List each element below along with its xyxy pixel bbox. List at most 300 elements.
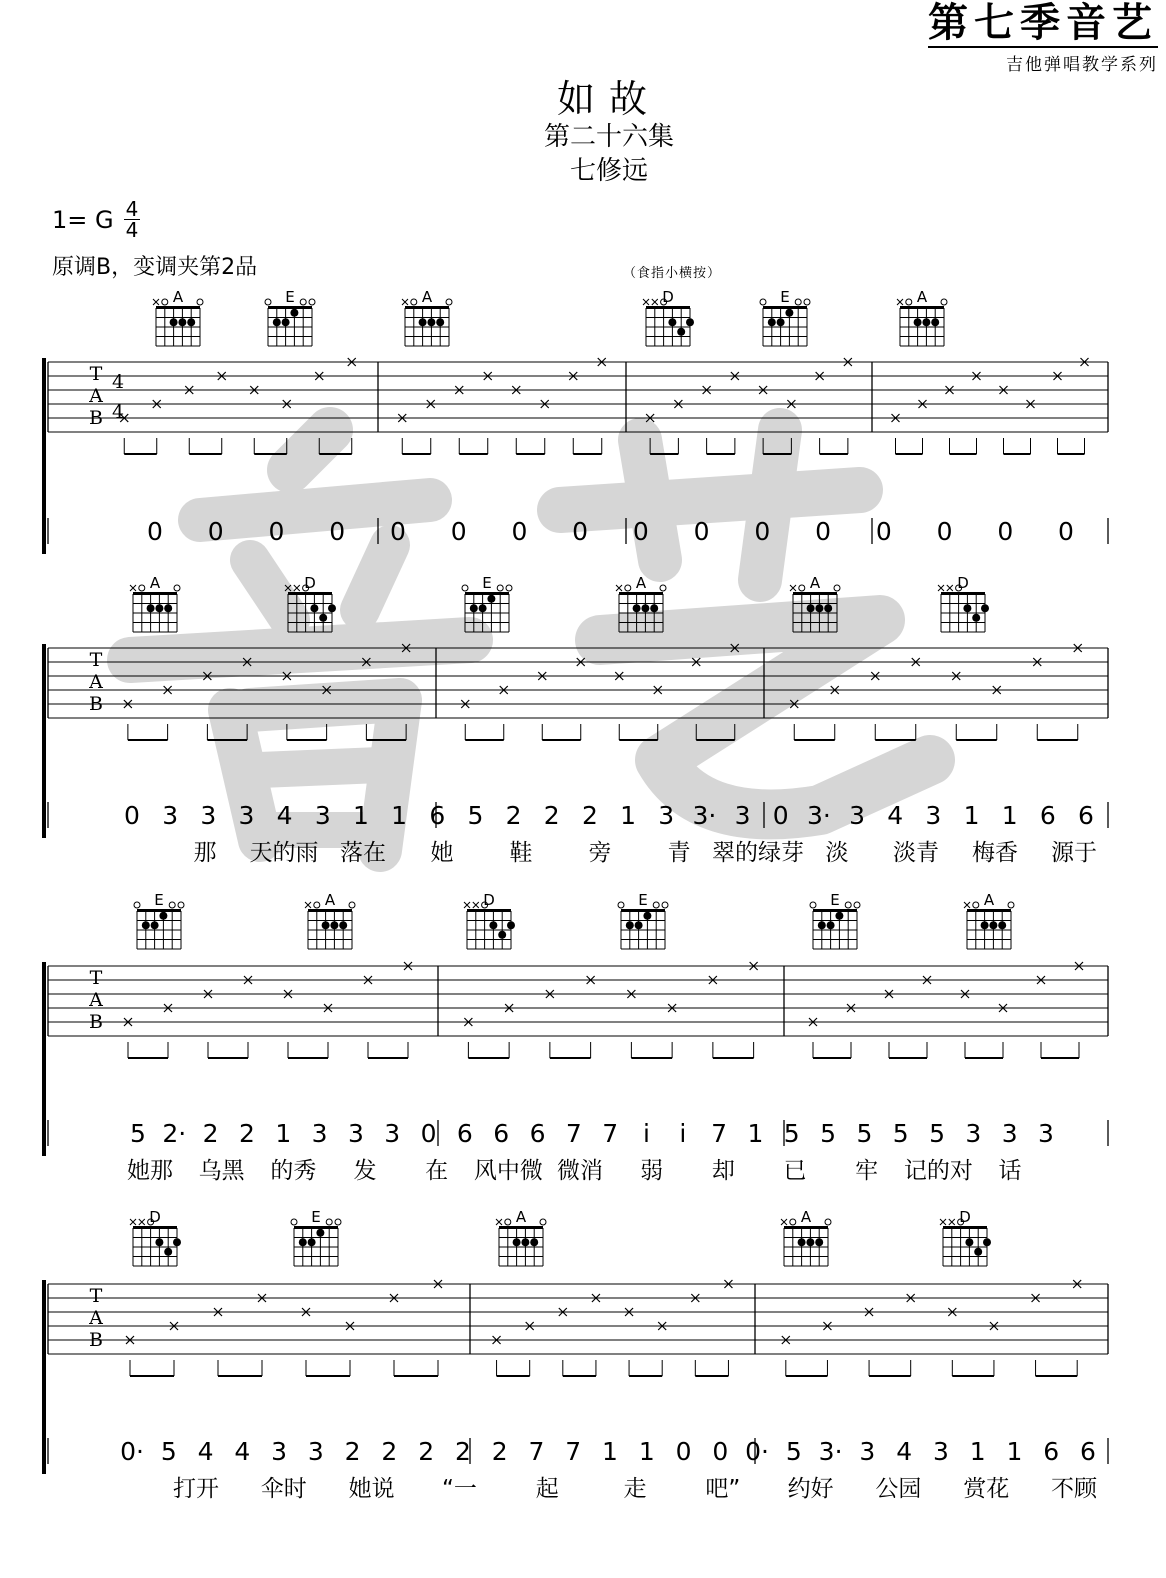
- artist-name: 七修远: [569, 156, 648, 186]
- chord-finger-dot: [785, 309, 793, 317]
- jianpu-note: 5: [783, 1119, 800, 1148]
- jianpu-note: 0: [511, 517, 528, 546]
- lyric-word: 记的对: [903, 1158, 973, 1184]
- jianpu-note: 4: [896, 1437, 913, 1466]
- jianpu-note: 5: [467, 801, 484, 830]
- chord-muted-mark: [652, 299, 658, 305]
- lyric-word: 公园: [875, 1476, 922, 1502]
- lyric-word: 落在: [340, 840, 386, 866]
- jianpu-note: 7: [711, 1119, 728, 1148]
- lyric-word: 梅香: [972, 840, 1018, 866]
- lyric-word: 却: [711, 1158, 735, 1184]
- jianpu-note: 5: [820, 1119, 837, 1148]
- jianpu-note: 0: [572, 517, 589, 546]
- jianpu-note: 2: [491, 1437, 508, 1466]
- lyric-word: 翠的绿芽: [712, 840, 804, 866]
- jianpu-note: 3: [200, 801, 217, 830]
- chord-finger-dot: [328, 604, 336, 612]
- chord-finger-dot: [330, 921, 338, 929]
- jianpu-note: 7: [565, 1119, 582, 1148]
- jianpu-note: 5: [785, 1437, 802, 1466]
- lyric-word: 打开: [173, 1476, 219, 1502]
- lyric-word: 旁: [588, 840, 612, 866]
- chord-finger-dot: [677, 328, 685, 336]
- tab-letter-b: B: [89, 693, 103, 715]
- lyric-word: 的秀: [270, 1158, 317, 1184]
- jianpu-note: 3: [271, 1437, 288, 1466]
- chord-name-a: A: [983, 891, 995, 909]
- meter-bottom: 4: [125, 218, 139, 242]
- chord-finger-dot: [965, 1238, 973, 1246]
- jianpu-note: 4: [234, 1437, 251, 1466]
- chord-finger-dot: [142, 921, 150, 929]
- chord-finger-dot: [339, 921, 347, 929]
- chord-finger-dot: [807, 604, 815, 612]
- tab-letter-a: A: [89, 385, 103, 407]
- chord-finger-dot: [470, 604, 478, 612]
- chord-finger-dot: [164, 604, 172, 612]
- chord-finger-dot: [170, 318, 178, 326]
- chord-muted-mark: [130, 585, 136, 591]
- chord-open-mark: [309, 299, 315, 305]
- lyric-word: 淡青: [893, 840, 939, 866]
- jianpu-note: 0: [875, 517, 892, 546]
- jianpu-note: 5: [130, 1119, 146, 1148]
- jianpu-note: 3·: [806, 801, 831, 830]
- lyric-word: 她说: [348, 1476, 395, 1502]
- lyric-word: 话: [998, 1158, 1022, 1184]
- jianpu-note: 6: [493, 1119, 510, 1148]
- chord-open-mark: [941, 299, 947, 305]
- chord-open-mark: [845, 902, 851, 908]
- chord-finger-dot: [818, 921, 826, 929]
- chord-muted-mark: [139, 1219, 145, 1225]
- chord-muted-mark: [153, 299, 159, 305]
- jianpu-note: 3: [849, 801, 865, 830]
- jianpu-note: 7: [528, 1437, 545, 1466]
- chord-finger-dot: [974, 1248, 982, 1256]
- chord-open-mark: [804, 299, 810, 305]
- tab-letter-a: A: [89, 1307, 103, 1329]
- lyric-word: 淡: [825, 840, 849, 866]
- chord-finger-dot: [147, 604, 155, 612]
- chord-finger-dot: [989, 921, 997, 929]
- chord-finger-dot: [419, 318, 427, 326]
- chord-finger-dot: [187, 318, 195, 326]
- lyric-word: 赏花: [963, 1476, 1010, 1502]
- lyric-word: 源于: [1051, 840, 1097, 866]
- jianpu-note: 1: [391, 801, 408, 830]
- chord-muted-mark: [130, 1219, 136, 1225]
- jianpu-note: 0: [772, 801, 789, 830]
- chord-muted-mark: [473, 902, 479, 908]
- chord-name-a: A: [421, 288, 433, 306]
- chord-finger-dot: [981, 921, 989, 929]
- jianpu-note: 2: [543, 801, 560, 830]
- lyric-word: 已: [783, 1158, 807, 1184]
- chord-finger-dot: [815, 1238, 823, 1246]
- chord-open-mark: [349, 902, 355, 908]
- chord-open-mark: [662, 902, 668, 908]
- jianpu-note: 4: [276, 801, 293, 830]
- chord-finger-dot: [972, 614, 980, 622]
- lyric-word: 发: [353, 1158, 377, 1184]
- lyric-word: 她那: [127, 1158, 173, 1184]
- jianpu-note: 2·: [162, 1119, 187, 1148]
- chord-finger-dot: [981, 604, 989, 612]
- chord-muted-mark: [402, 299, 408, 305]
- chord-name-d: D: [483, 891, 495, 909]
- chord-finger-dot: [322, 921, 330, 929]
- jianpu-note: 3: [859, 1437, 876, 1466]
- jianpu-note: 1: [969, 1437, 986, 1466]
- chord-finger-dot: [436, 318, 444, 326]
- chord-muted-mark: [285, 585, 291, 591]
- chord-muted-mark: [464, 902, 470, 908]
- chord-name-d: D: [959, 1208, 971, 1226]
- jianpu-note: 1: [747, 1119, 764, 1148]
- jianpu-note: 1: [602, 1437, 618, 1466]
- jianpu-note: 3: [307, 1437, 324, 1466]
- meter-top: 4: [125, 197, 139, 221]
- jianpu-note: i: [643, 1119, 650, 1148]
- lyric-word: 风中微: [473, 1158, 543, 1184]
- tab-letter-b: B: [89, 1011, 103, 1033]
- jianpu-note: 1: [1006, 1437, 1023, 1466]
- chord-finger-dot: [290, 309, 298, 317]
- chord-finger-dot: [479, 604, 487, 612]
- jianpu-note: 1: [1001, 801, 1018, 830]
- chord-open-mark: [795, 299, 801, 305]
- chord-finger-dot: [686, 318, 694, 326]
- jianpu-note: 5: [160, 1437, 177, 1466]
- chord-finger-dot: [815, 604, 823, 612]
- chord-finger-dot: [835, 912, 843, 920]
- tab-letter-b: B: [89, 1329, 103, 1351]
- chord-finger-dot: [626, 921, 634, 929]
- chord-finger-dot: [155, 604, 163, 612]
- jianpu-note: 0: [754, 517, 771, 546]
- lyric-word: 鞋: [509, 840, 533, 866]
- jianpu-note: 0: [675, 1437, 692, 1466]
- chord-muted-mark: [897, 299, 903, 305]
- chord-finger-dot: [310, 604, 318, 612]
- tab-letter-a: A: [89, 989, 103, 1011]
- chord-name-d: D: [149, 1208, 161, 1226]
- jianpu-note: 3: [347, 1119, 364, 1148]
- jianpu-note: 0: [997, 517, 1014, 546]
- chord-open-mark: [660, 585, 666, 591]
- jianpu-note: 3: [314, 801, 331, 830]
- lyric-word: 她: [430, 840, 454, 866]
- chord-open-mark: [291, 1219, 297, 1225]
- jianpu-note: 1: [963, 801, 980, 830]
- lyric-word: 约好: [787, 1476, 834, 1502]
- chord-finger-dot: [668, 318, 676, 326]
- chord-open-mark: [540, 1219, 546, 1225]
- chord-muted-mark: [947, 585, 953, 591]
- jianpu-note: 3: [311, 1119, 328, 1148]
- jianpu-note: 0: [268, 517, 285, 546]
- jianpu-note: 6: [529, 1119, 546, 1148]
- jianpu-note: 0: [712, 1437, 729, 1466]
- chord-finger-dot: [914, 318, 922, 326]
- tab-letter-b: B: [89, 407, 103, 429]
- jianpu-note: 3·: [818, 1437, 843, 1466]
- jianpu-note: 7: [602, 1119, 619, 1148]
- jianpu-note: 3: [238, 801, 255, 830]
- chord-finger-dot: [513, 1238, 521, 1246]
- chord-finger-dot: [159, 912, 167, 920]
- episode-label: 第二十六集: [543, 122, 674, 152]
- lyric-word: 伞时: [260, 1476, 307, 1502]
- jianpu-note: 0: [450, 517, 467, 546]
- tab-meter-bottom: 4: [111, 401, 125, 423]
- chord-open-mark: [1008, 902, 1014, 908]
- chord-muted-mark: [616, 585, 622, 591]
- jianpu-note: 0: [815, 517, 832, 546]
- jianpu-note: 6: [1039, 801, 1056, 830]
- jianpu-note: 4: [197, 1437, 214, 1466]
- chord-name-d: D: [957, 574, 969, 592]
- chord-name-e: E: [830, 891, 840, 909]
- jianpu-note: 2: [344, 1437, 361, 1466]
- chord-finger-dot: [998, 921, 1006, 929]
- chord-finger-dot: [633, 604, 641, 612]
- lyric-word: 弱: [640, 1158, 664, 1184]
- chord-finger-dot: [308, 1238, 316, 1246]
- jianpu-note: 1: [638, 1437, 655, 1466]
- chord-open-mark: [300, 299, 306, 305]
- chord-open-mark: [825, 1219, 831, 1225]
- tab-letter-t: T: [89, 967, 103, 989]
- chord-muted-mark: [496, 1219, 502, 1225]
- lyric-word: 不顾: [1051, 1476, 1097, 1502]
- chord-muted-mark: [790, 585, 796, 591]
- lyric-word: 青: [667, 840, 691, 866]
- jianpu-note: 0: [420, 1119, 437, 1148]
- chord-finger-dot: [922, 318, 930, 326]
- chord-open-mark: [174, 585, 180, 591]
- chord-finger-dot: [487, 595, 495, 603]
- chord-name-a: A: [149, 574, 161, 592]
- chord-open-mark: [505, 1219, 511, 1225]
- jianpu-note: 3: [925, 801, 942, 830]
- jianpu-note: 3·: [692, 801, 717, 830]
- jianpu-note: 3: [734, 801, 751, 830]
- tab-letter-t: T: [89, 363, 103, 385]
- chord-open-mark: [799, 585, 805, 591]
- jianpu-note: 6: [456, 1119, 473, 1148]
- chord-name-e: E: [285, 288, 295, 306]
- chord-open-mark: [497, 585, 503, 591]
- jianpu-note: 1: [275, 1119, 292, 1148]
- chord-open-mark: [139, 585, 145, 591]
- lyric-word: 走: [623, 1476, 647, 1502]
- chord-open-mark: [411, 299, 417, 305]
- chord-open-mark: [506, 585, 512, 591]
- chord-finger-dot: [489, 921, 497, 929]
- chord-finger-dot: [521, 1238, 529, 1246]
- chord-finger-dot: [299, 1238, 307, 1246]
- lyric-word: 在: [425, 1158, 449, 1184]
- jianpu-note: 3: [658, 801, 675, 830]
- chord-open-mark: [446, 299, 452, 305]
- chord-open-mark: [760, 299, 766, 305]
- chord-open-mark: [134, 902, 140, 908]
- chord-finger-dot: [178, 318, 186, 326]
- chord-open-mark: [834, 585, 840, 591]
- jianpu-note: 7: [565, 1437, 582, 1466]
- song-title: 如故: [556, 77, 661, 121]
- chord-open-mark: [169, 902, 175, 908]
- tab-letter-t: T: [89, 1285, 103, 1307]
- chord-open-mark: [162, 299, 168, 305]
- jianpu-note: 6: [1080, 1437, 1096, 1466]
- tab-letter-t: T: [89, 649, 103, 671]
- jianpu-note: 0: [693, 517, 710, 546]
- chord-muted-mark: [294, 585, 300, 591]
- jianpu-note: 0: [1058, 517, 1074, 546]
- jianpu-note: 3: [1038, 1119, 1054, 1148]
- chord-finger-dot: [316, 1229, 324, 1237]
- jianpu-note: 0: [124, 801, 140, 830]
- chord-open-mark: [462, 585, 468, 591]
- chord-open-mark: [197, 299, 203, 305]
- chord-finger-dot: [282, 318, 290, 326]
- lyric-word: 微消: [557, 1158, 603, 1184]
- jianpu-note: 5: [929, 1119, 945, 1148]
- chord-finger-dot: [798, 1238, 806, 1246]
- chord-open-mark: [335, 1219, 341, 1225]
- jianpu-note: 3: [162, 801, 179, 830]
- chord-open-mark: [625, 585, 631, 591]
- jianpu-note: 2: [418, 1437, 435, 1466]
- jianpu-note: 0: [207, 517, 224, 546]
- jianpu-note: 3: [384, 1119, 401, 1148]
- jianpu-note: 3: [965, 1119, 982, 1148]
- jianpu-note: 6: [1043, 1437, 1060, 1466]
- chord-open-mark: [265, 299, 271, 305]
- chord-open-mark: [854, 902, 860, 908]
- technique-annotation: （食指小横按）: [623, 266, 722, 281]
- jianpu-note: 6: [429, 801, 446, 830]
- chord-finger-dot: [151, 921, 159, 929]
- chord-finger-dot: [650, 604, 658, 612]
- chord-name-e: E: [638, 891, 648, 909]
- chord-name-e: E: [482, 574, 492, 592]
- lyric-word: 牢: [855, 1158, 879, 1184]
- jianpu-note: 0: [329, 517, 346, 546]
- jianpu-note: 0·: [120, 1437, 144, 1466]
- chord-muted-mark: [949, 1219, 955, 1225]
- lyric-word: 起: [535, 1476, 559, 1502]
- jianpu-note: 0: [147, 517, 163, 546]
- chord-name-a: A: [809, 574, 821, 592]
- chord-open-mark: [326, 1219, 332, 1225]
- jianpu-note: 2: [581, 801, 598, 830]
- chord-finger-dot: [643, 912, 651, 920]
- jianpu-note: 2: [454, 1437, 471, 1466]
- key-signature: 1= G: [52, 206, 114, 234]
- chord-finger-dot: [983, 1238, 991, 1246]
- chord-muted-mark: [964, 902, 970, 908]
- chord-finger-dot: [173, 1238, 181, 1246]
- chord-name-a: A: [800, 1208, 812, 1226]
- chord-name-a: A: [172, 288, 184, 306]
- chord-finger-dot: [498, 931, 506, 939]
- chord-open-mark: [810, 902, 816, 908]
- chord-finger-dot: [806, 1238, 814, 1246]
- chord-finger-dot: [273, 318, 281, 326]
- chord-finger-dot: [827, 921, 835, 929]
- jianpu-note: 5: [892, 1119, 909, 1148]
- lyric-word: 那: [193, 840, 217, 866]
- jianpu-note: 6: [1078, 801, 1094, 830]
- chord-open-mark: [618, 902, 624, 908]
- jianpu-note: 2: [505, 801, 522, 830]
- tab-letter-a: A: [89, 671, 103, 693]
- jianpu-note: 2: [381, 1437, 398, 1466]
- chord-finger-dot: [768, 318, 776, 326]
- chord-open-mark: [653, 902, 659, 908]
- chord-name-d: D: [662, 288, 674, 306]
- chord-muted-mark: [781, 1219, 787, 1225]
- chord-finger-dot: [635, 921, 643, 929]
- chord-name-a: A: [515, 1208, 527, 1226]
- lyric-word: 天的雨: [249, 840, 319, 866]
- chord-finger-dot: [530, 1238, 538, 1246]
- chord-name-a: A: [635, 574, 647, 592]
- chord-muted-mark: [643, 299, 649, 305]
- chord-open-mark: [973, 902, 979, 908]
- brand-subtitle: 吉他弹唱教学系列: [928, 46, 1158, 75]
- jianpu-note: 3: [1001, 1119, 1018, 1148]
- chord-finger-dot: [319, 614, 327, 622]
- jianpu-note: i: [679, 1119, 687, 1148]
- chord-name-d: D: [304, 574, 316, 592]
- chord-finger-dot: [931, 318, 939, 326]
- chord-name-a: A: [324, 891, 336, 909]
- chord-name-e: E: [311, 1208, 321, 1226]
- chord-open-mark: [178, 902, 184, 908]
- jianpu-note: 3: [932, 1437, 949, 1466]
- jianpu-note: 2: [239, 1119, 255, 1148]
- chord-open-mark: [314, 902, 320, 908]
- jianpu-note: 4: [887, 801, 904, 830]
- chord-muted-mark: [938, 585, 944, 591]
- chord-name-e: E: [154, 891, 164, 909]
- chord-name-a: A: [916, 288, 928, 306]
- brand-title: 第七季音艺: [928, 0, 1158, 46]
- chord-finger-dot: [777, 318, 785, 326]
- chord-muted-mark: [305, 902, 311, 908]
- jianpu-note: 1: [620, 801, 637, 830]
- lyric-word: “一: [441, 1476, 477, 1502]
- chord-name-e: E: [780, 288, 790, 306]
- chord-open-mark: [906, 299, 912, 305]
- capo-note: 原调B，变调夹第2品: [52, 255, 258, 280]
- chord-finger-dot: [507, 921, 515, 929]
- jianpu-note: 2: [202, 1119, 219, 1148]
- chord-finger-dot: [824, 604, 832, 612]
- chord-finger-dot: [155, 1238, 163, 1246]
- jianpu-note: 1: [353, 801, 369, 830]
- chord-open-mark: [790, 1219, 796, 1225]
- jianpu-note: 0·: [745, 1437, 770, 1466]
- lyric-word: 吧”: [705, 1476, 741, 1502]
- chord-finger-dot: [641, 604, 649, 612]
